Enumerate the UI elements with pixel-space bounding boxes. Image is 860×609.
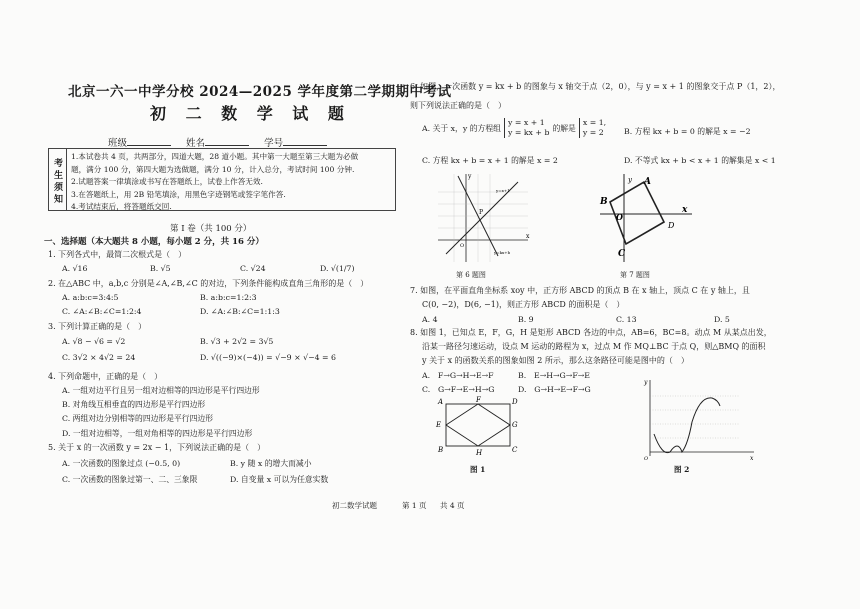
graph-origin-label: O	[644, 456, 649, 462]
option: D. 自变量 x 可以为任意实数	[230, 475, 329, 484]
footer-page: 第 1 页	[402, 501, 427, 510]
question-stem: C(0, −2)，D(6, −1)，则正方形 ABCD 的面积是（ ）	[422, 300, 625, 309]
notice-line: 2.试题答案一律填涂或书写在答题纸上，试卷上作答无效.	[71, 177, 263, 187]
rect-d-label: D	[512, 398, 518, 406]
question-stem: 7. 如图，在平面直角坐标系 xoy 中，正方形 ABCD 的顶点 B 在 x 轴上，顶点 C 在 y 轴上，且	[410, 286, 750, 295]
fig7-b-label: B	[600, 197, 608, 207]
option: B. y 随 x 的增大而减小	[230, 459, 312, 468]
question-stem: 1. 下列各式中，最简二次根式是（ ）	[48, 250, 187, 259]
figure-7	[596, 170, 696, 266]
option: D. √((−9)×(−4)) = √−9 × √−4 = 6	[200, 353, 337, 362]
solution-system	[579, 118, 606, 138]
rect-a-label: A	[438, 398, 444, 406]
option: C. 13	[616, 315, 637, 324]
rect-f-label: F	[476, 396, 481, 404]
option-a-mid: 的解是	[552, 123, 576, 133]
option: A. a:b:c=3:4:5	[62, 293, 119, 302]
equation-system	[504, 118, 550, 138]
rect-h-label: H	[476, 449, 483, 457]
figure-graph	[630, 376, 760, 462]
option-c: C. 方程 kx + b = x + 1 的解是 x = 2	[422, 156, 558, 165]
fig6-line1-label: y=x+1	[496, 188, 510, 193]
system-line: y = 2	[582, 128, 604, 137]
fig7-caption: 第 7 题图	[620, 271, 650, 279]
option-a	[422, 118, 606, 138]
name-blank	[205, 145, 249, 146]
fig6-origin-label: O	[460, 243, 465, 249]
footer-subject: 初二数学试题	[332, 501, 377, 510]
option-d: D. 不等式 kx + b < x + 1 的解集是 x < 1	[624, 156, 776, 165]
rect-b-label: B	[438, 446, 444, 454]
option: A. 一组对边平行且另一组对边相等的四边形是平行四边形	[62, 386, 260, 395]
notice-tag: 考生须知	[49, 149, 67, 210]
option: C. 两组对边分别相等的四边形是平行四边形	[62, 414, 213, 423]
question-stem: 5. 关于 x 的一次函数 y = 2x − 1，下列说法正确的是（ ）	[48, 443, 266, 452]
footer-total: 共 4 页	[440, 501, 465, 510]
option: A. 一次函数的图象过点 (−0.5, 0)	[62, 459, 181, 468]
fig6-x-label: x	[526, 233, 530, 240]
option: A. 4	[422, 315, 438, 324]
section1-title: 一、选择题（本大题共 8 小题，每小题 2 分，共 16 分）	[44, 237, 264, 247]
right-column	[408, 0, 828, 609]
option-a-prefix: A. 关于 x，y 的方程组	[422, 123, 501, 133]
question-stem: 4. 下列命题中，正确的是（ ）	[48, 372, 163, 381]
notice-line: 3.在答题纸上，用 2B 铅笔填涂，用黑色字迹钢笔或签字笔作答.	[71, 189, 286, 199]
fig6-line2-label: y=kx+b	[494, 250, 511, 255]
fig6-y-label: y	[468, 173, 472, 180]
fig7-o-label: O	[616, 212, 623, 222]
student-info-line	[108, 135, 339, 149]
option: B. a:b:c=1:2:3	[200, 293, 257, 302]
fig7-a-label: A	[644, 177, 651, 187]
option: D. 一组对边相等，一组对角相等的四边形是平行四边形	[62, 429, 253, 438]
class-label: 班级	[108, 138, 128, 149]
fig2-caption: 图 2	[674, 465, 690, 474]
option: C. 一次函数的图象过第一、二、三象限	[62, 475, 198, 484]
fig7-c-label: C	[618, 249, 626, 259]
question-stem: 8. 如图 1，已知点 E，F，G，H 是矩形 ABCD 各边的中点，AB=6，BC=8。动点 M 从某点出发，	[410, 328, 772, 337]
system-line: x = 1,	[582, 118, 607, 127]
fig6-p-label: P	[479, 209, 484, 216]
option: A. F→G→H→E→F	[422, 371, 494, 380]
part1-title: 第 Ⅰ 卷（共 100 分）	[170, 224, 252, 234]
question-stem: 沿某一路径匀速运动，设点 M 运动的路程为 x，过点 M 作 MQ⊥BC 于点 Q，则△BMQ 的面积	[422, 342, 766, 351]
rect-e-label: E	[436, 421, 442, 429]
option: B. 9	[518, 315, 534, 324]
system-line: y = kx + b	[507, 128, 550, 137]
notice-box	[48, 148, 396, 211]
option: C. 3√2 × 4√2 = 24	[62, 353, 136, 362]
notice-line: 题，满分 100 分，第四大题为选做题，满分 10 分，计入总分，考试时间 100 分钟.	[71, 164, 355, 174]
notice-lines	[71, 151, 393, 214]
option: D. 5	[714, 315, 730, 324]
figure-6	[432, 170, 532, 266]
question-stem: 则下列说法正确的是（ ）	[410, 101, 506, 110]
option: D. G→H→E→F→G	[518, 385, 591, 394]
option: A. √8 − √6 = √2	[62, 337, 126, 346]
question-stem: 2. 在△ABC 中，a,b,c 分别是∠A,∠B,∠C 的对边，下列条件能构成直角三角形的是（ ）	[48, 279, 369, 288]
fig6-caption: 第 6 题图	[456, 271, 486, 279]
rect-c-label: C	[512, 446, 518, 454]
id-blank	[283, 145, 327, 146]
school-title: 北京一六一中学分校 2024—2025 学年度第二学期期中考试	[68, 84, 452, 100]
option: B. √3 + 2√2 = 3√5	[200, 337, 274, 346]
fig7-y-label: y	[628, 176, 632, 184]
option: C. √24	[240, 264, 266, 273]
option: A. √16	[62, 264, 88, 273]
notice-line: 1.本试卷共 4 页，共两部分，四道大题，28 道小题。其中第一大题至第三大题为必做	[71, 152, 359, 161]
question-stem: y 关于 x 的函数关系的图象如图 2 所示，那么这条路径可能是图中的（ ）	[422, 356, 689, 365]
question-stem: 3. 下列计算正确的是（ ）	[48, 322, 147, 331]
option: B. 对角线互相垂直的四边形是平行四边形	[62, 400, 206, 409]
exam-title: 初 二 数 学 试 题	[150, 104, 351, 123]
notice-line: 4.考试结束后，将答题纸交回.	[71, 202, 172, 212]
option: B. √5	[150, 264, 171, 273]
option: C. G→F→E→H→G	[422, 385, 495, 394]
id-label: 学号	[264, 138, 284, 149]
option-b: B. 方程 kx + b = 0 的解是 x = −2	[624, 127, 751, 136]
graph-y-label: y	[644, 379, 648, 386]
name-label: 姓名	[186, 138, 206, 149]
fig1-caption: 图 1	[470, 465, 486, 474]
option: B. E→H→G→F→E	[518, 371, 590, 380]
fig7-x-label: x	[682, 205, 688, 215]
question-stem: 6. 如图，一次函数 y = kx + b 的图象与 x 轴交于点（2，0），与 y = x + 1 的图象交于点 P（1，2），	[410, 82, 781, 91]
system-line: y = x + 1	[507, 118, 545, 127]
option: D. √(1/7)	[320, 264, 355, 273]
fig7-d-label: D	[668, 221, 675, 230]
graph-x-label: x	[750, 455, 754, 462]
rect-g-label: G	[512, 421, 518, 429]
option: D. ∠A:∠B:∠C=1:1:3	[200, 307, 280, 316]
class-blank	[127, 145, 171, 146]
option: C. ∠A:∠B:∠C=1:2:4	[62, 307, 142, 316]
figure-rectangle	[430, 394, 520, 458]
